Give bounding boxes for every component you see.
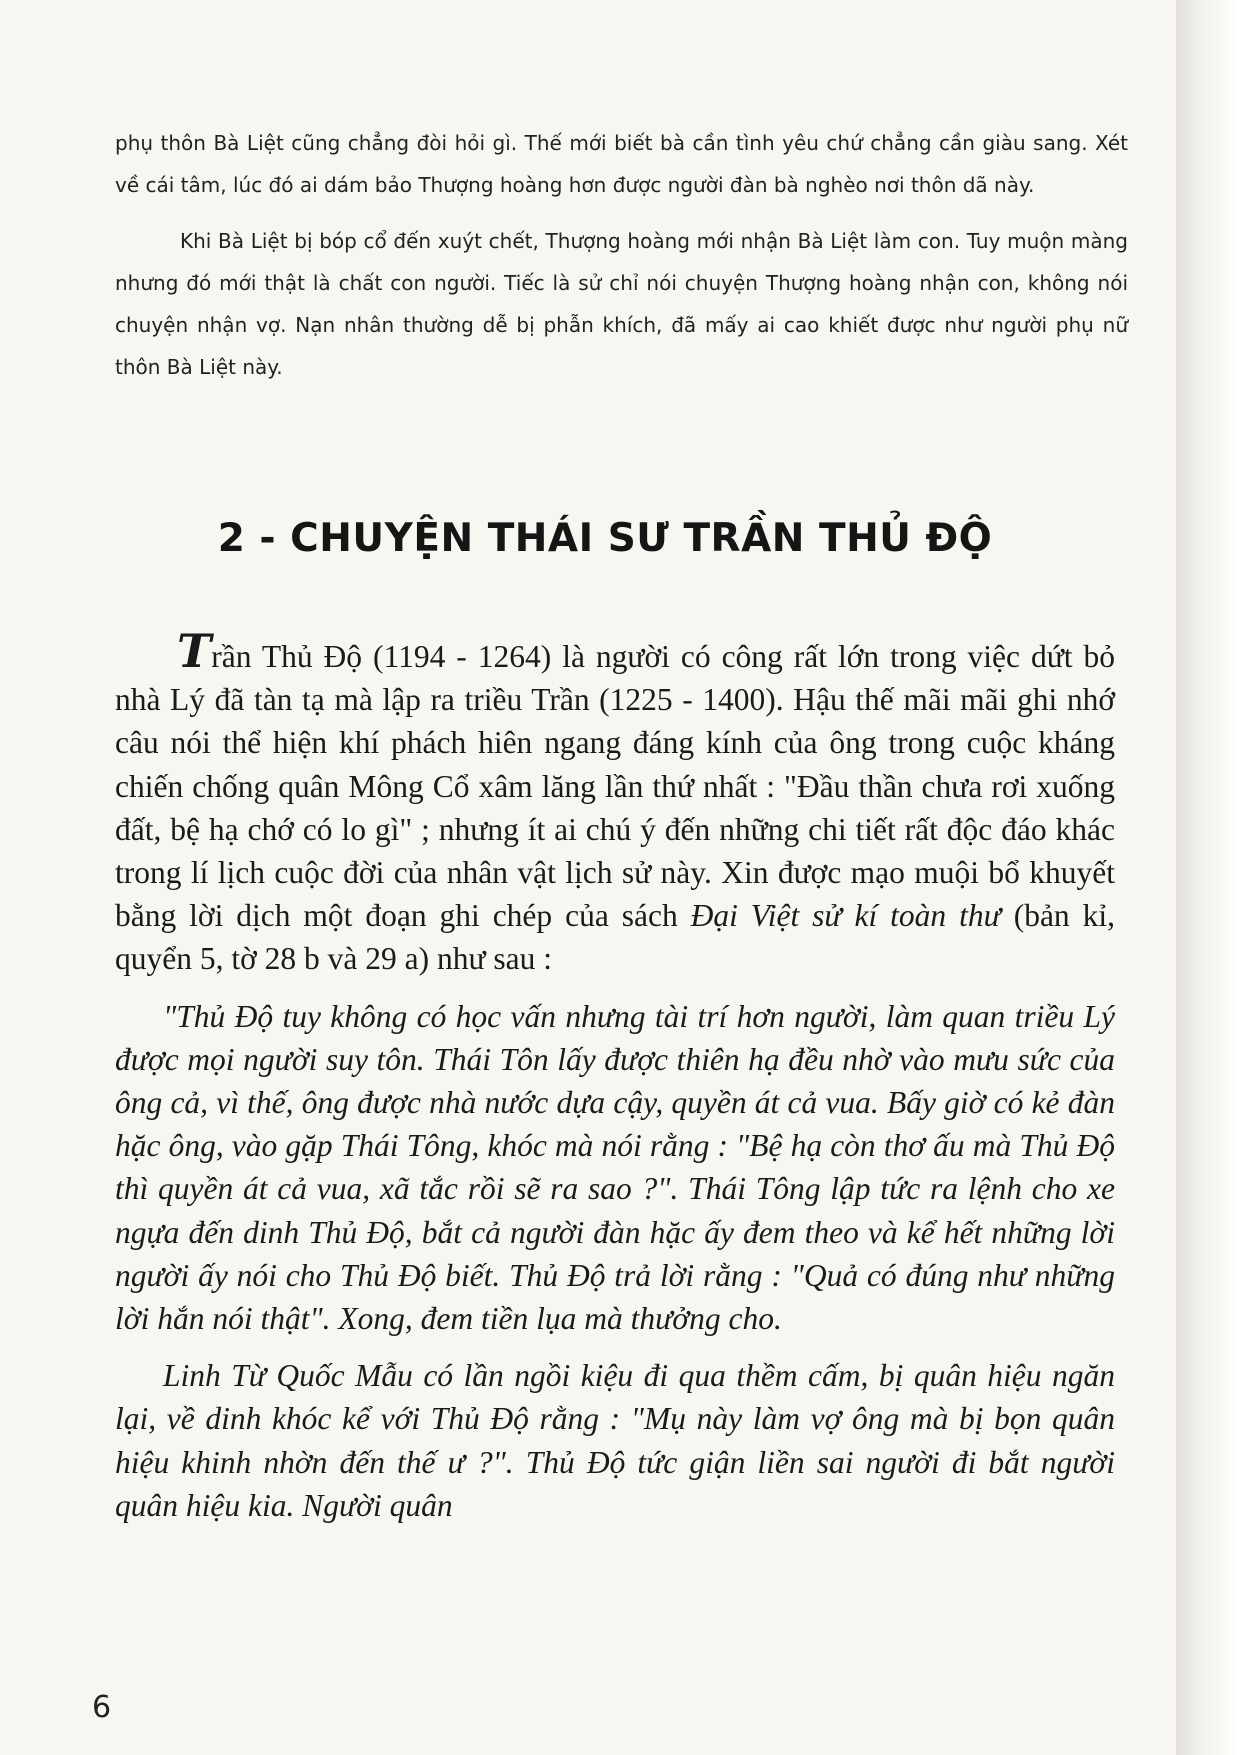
intro-section xyxy=(115,122,1128,388)
quote-paragraph-1: "Thủ Độ tuy không có học vấn nhưng tài trí hơn người, làm quan triều Lý được mọi người suy tôn. Thái Tôn lấy được thiên hạ đều nhờ vào mưu sức của ông cả, vì thế, ông được nhà nước dựa cậy, quyền át cả vua. Bấy giờ có kẻ đàn hặc ông, vào gặp Thái Tông, khóc mà nói rằng : "Bệ hạ còn thơ ấu mà Thủ Độ thì quyền át cả vua, xã tắc rồi sẽ ra sao ?". Thái Tông lập tức ra lệnh cho xe ngựa đến dinh Thủ Độ, bắt cả người đàn hặc ấy đem theo và kể hết những lời người ấy nói cho Thủ Độ biết. Thủ Độ trả lời rằng : "Quả có đúng như những lời hắn nói thật". Xong, đem tiền lụa mà thưởng cho. xyxy=(115,998,1115,1337)
intro-paragraph-1: phụ thôn Bà Liệt cũng chẳng đòi hỏi gì. Thế mới biết bà cần tình yêu chứ chẳng cần giàu sang. Xét về cái tâm, lúc đó ai dám bảo Thượng hoàng hơn được người đàn bà nghèo nơi thôn dã này. xyxy=(115,131,1128,197)
page-number: 6 xyxy=(92,1690,112,1725)
chapter-title: 2 - CHUYỆN THÁI SƯ TRẦN THỦ ĐỘ xyxy=(217,516,993,561)
book-title: Đại Việt sử kí toàn thư xyxy=(690,898,1001,934)
intro-paragraph-2: Khi Bà Liệt bị bóp cổ đến xuýt chết, Thượng hoàng mới nhận Bà Liệt làm con. Tuy muộn màng nhưng đó mới thật là chất con người. Tiếc là sử chỉ nói chuyện Thượng hoàng nhận con, không nói chuyện nhận vợ. Nạn nhân thường dễ bị phẫn khích, đã mấy ai cao khiết được như người phụ nữ thôn Bà Liệt này. xyxy=(115,229,1128,379)
drop-cap: T xyxy=(177,624,212,678)
opening-text: rần Thủ Độ (1194 - 1264) là người có công rất lớn trong việc dứt bỏ nhà Lý đã tàn tạ mà lập ra triều Trần (1225 - 1400). Hậu thế mãi mãi ghi nhớ câu nói thể hiện khí phách hiên ngang đáng kính của ông trong cuộc kháng chiến chống quân Mông Cổ xâm lăng lần thứ nhất : "Đầu thần chưa rơi xuống đất, bệ hạ chớ có lo gì" ; nhưng ít ai chú ý đến những chi tiết rất độc đáo khác trong lí lịch cuộc đời của nhân vật lịch sử này. Xin được mạo muội bổ khuyết bằng lời dịch một đoạn ghi chép của sách xyxy=(115,639,1115,934)
page-edge xyxy=(1176,0,1240,1755)
chapter-body xyxy=(115,624,1115,1527)
opening-paragraph xyxy=(115,624,1115,981)
opening-text-end: (bản kỉ, quyển 5, tờ 28 b và 29 a) như sau : xyxy=(115,898,1115,977)
quote-paragraph-2: Linh Từ Quốc Mẫu có lần ngồi kiệu đi qua thềm cấm, bị quân hiệu ngăn lại, về dinh khóc kể với Thủ Độ rằng : "Mụ này làm vợ ông mà bị bọn quân hiệu khinh nhờn đến thế ư ?". Thủ Độ tức giận liền sai người đi bắt người quân hiệu kia. Người quân xyxy=(115,1358,1115,1523)
